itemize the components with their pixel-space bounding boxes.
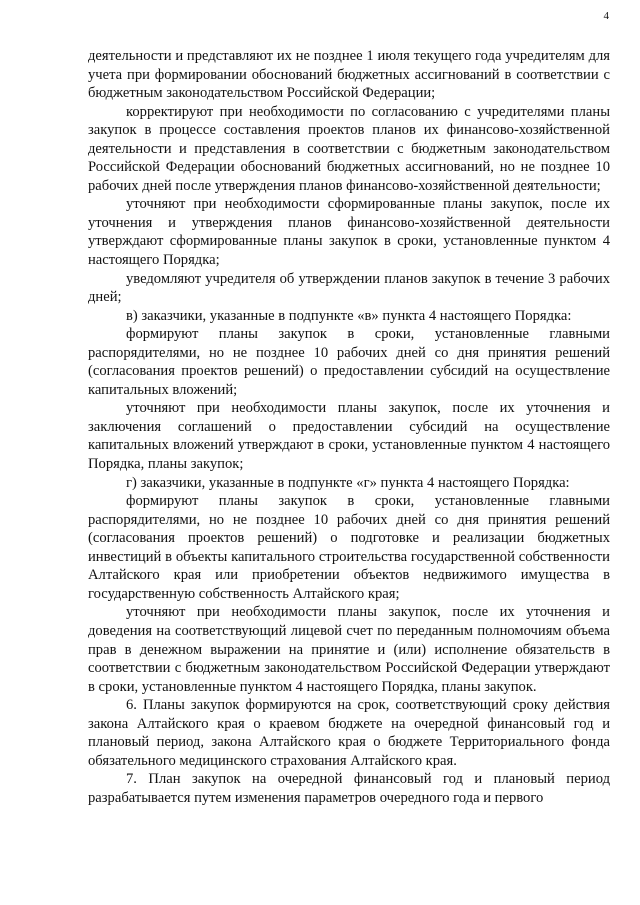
paragraph: 7. План закупок на очередной финансовый год и плановый период разрабатывается путем изменения параметров очередного года и первого: [88, 771, 610, 806]
document-body: [88, 47, 610, 807]
paragraph: в) заказчики, указанные в подпункте «в» пункта 4 настоящего Порядка:: [126, 307, 572, 324]
paragraph: корректируют при необходимости по согласованию с учредителями планы закупок в процессе составления проектов планов их финансово-хозяйственной деятельности и представления в соответствии с бюджетным законодательством Российской Федерации обоснований бюджетных ассигнований, но не позднее 10 рабочих дней после утверждения планов финансово-хозяйственной деятельности;: [88, 103, 610, 194]
paragraph: уведомляют учредителя об утверждении планов закупок в течение 3 рабочих дней;: [88, 270, 610, 306]
paragraph: формируют планы закупок в сроки, установленные главными распорядителями, но не позднее 10 рабочих дней со дня принятия решений (согласования проектов решений) о предоставлении субсидий на осуществление капитальных вложений;: [88, 326, 610, 398]
paragraph: 6. Планы закупок формируются на срок, соответствующий сроку действия закона Алтайского края о краевом бюджете на очередной финансовый год и плановый период, закона Алтайского края о бюджете Территориального фонда обязательного медицинского страхования Алтайского края.: [88, 697, 610, 769]
paragraph: формируют планы закупок в сроки, установленные главными распорядителями, но не позднее 10 рабочих дней со дня принятия решений (согласования проектов решений) о подготовке и реализации бюджетных инвестиций в объекты капитального строительства государственной собственности Алтайского края или приобретении объектов недвижимого имущества в государственную собственность Алтайского края;: [88, 493, 610, 602]
page-number: 4: [603, 10, 609, 22]
paragraph: уточняют при необходимости сформированные планы закупок, после их уточнения и утверждения планов финансово-хозяйственной деятельности утверждают сформированные планы закупок в сроки, установленные пунктом 4 настоящего Порядка;: [88, 196, 610, 269]
paragraph: деятельности и представляют их не позднее 1 июля текущего года учредителям для учета при формировании обоснований бюджетных ассигнований в соответствии с бюджетным законодательством Российской Федерации;: [88, 48, 610, 102]
paragraph: уточняют при необходимости планы закупок, после их уточнения и заключения соглашений о предоставлении субсидий на осуществление капитальных вложений утверждают в сроки, установленные пунктом 4 настоящего Порядка, планы закупок;: [88, 400, 610, 473]
paragraph: г) заказчики, указанные в подпункте «г» пункта 4 настоящего Порядка:: [126, 474, 570, 491]
paragraph: уточняют при необходимости планы закупок, после их уточнения и доведения на соответствующий лицевой счет по переданным полномочиям объема прав в денежном выражении на принятие и (или) исполнение обязательств в соответствии с бюджетным законодательством Российской Федерации утверждают в сроки, установленные пунктом 4 настоящего Порядка, планы закупок.: [88, 604, 610, 695]
